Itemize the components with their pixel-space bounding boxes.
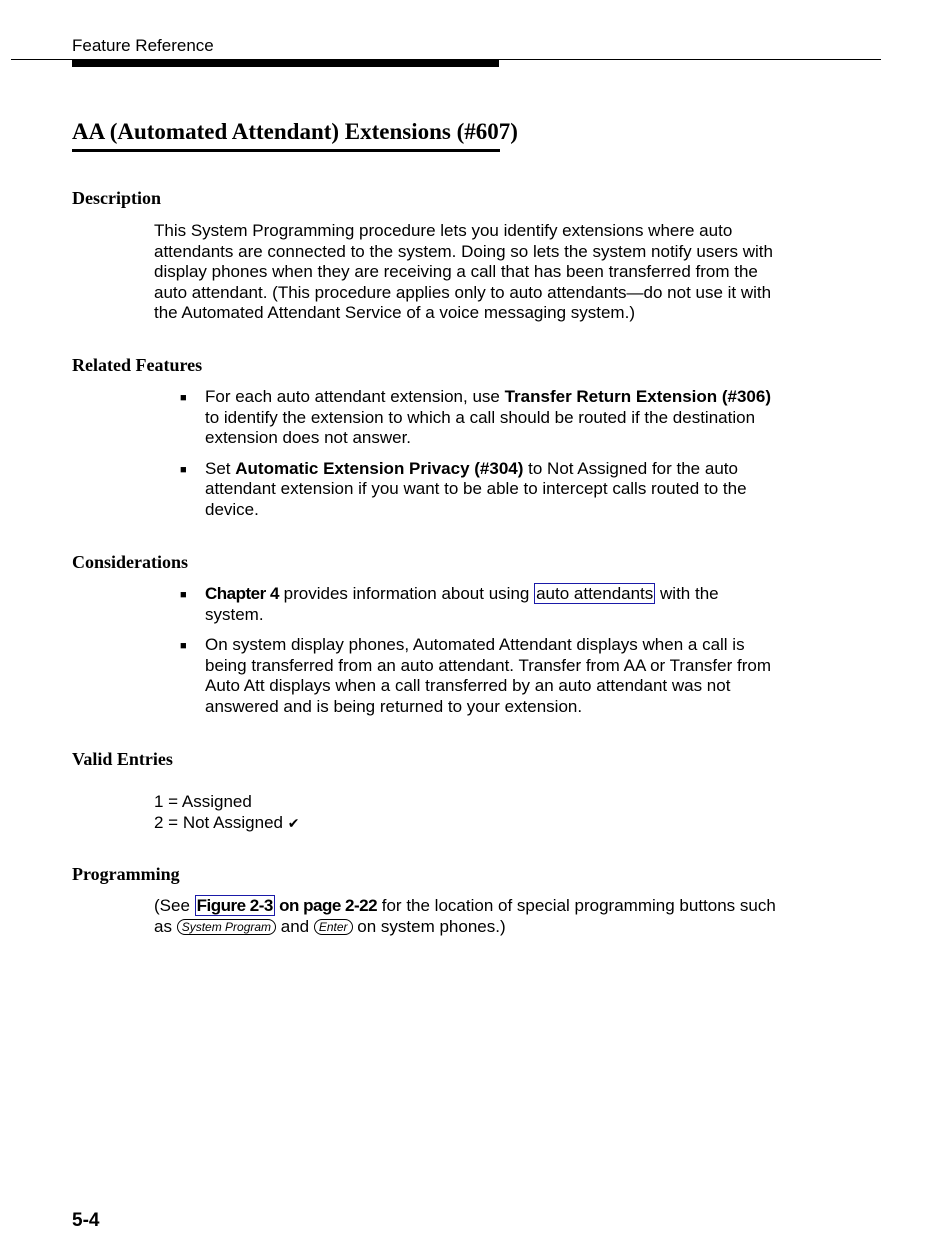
list-item: ■ Set Automatic Extension Privacy (#304) to Not Assigned for the auto attendant extension if you want to be able to intercept calls routed to the device. xyxy=(180,458,747,519)
figure-2-3-link[interactable]: Figure 2-3 xyxy=(196,896,273,915)
valid-entries-heading: Valid Entries xyxy=(72,749,173,769)
title-underline xyxy=(72,149,500,152)
list-item: ■ Chapter 4 provides information about using auto attendants with the system. xyxy=(180,584,719,624)
entry-not-assigned: 2 = Not Assigned ✔ xyxy=(154,812,300,832)
page-title: AA (Automated Attendant) Extensions (#607) xyxy=(72,119,518,144)
description-heading: Description xyxy=(72,188,161,208)
page-reference: on page 2-22 xyxy=(274,896,378,915)
considerations-heading: Considerations xyxy=(72,552,189,572)
list-item: ■ On system display phones, Automated Attendant displays when a call is being transferred from an auto attendant. Transfer from AA or Transfer from Auto Att displays when a call transferred by an auto attendant was not answered and is being returned to your extension. xyxy=(180,635,771,716)
bullet-square-icon: ■ xyxy=(180,589,187,601)
description-text: This System Programming procedure lets you identify extensions where auto attendants are connected to the system. Doing so lets the system notify users with display phones when they are receiving a call that has been transferred from the auto attendant. (This procedure applies only to auto attendants—do not use it with the Automated Attendant Service of a voice messaging system.) xyxy=(154,221,773,323)
system-program-key-icon: System Program xyxy=(177,919,276,935)
running-header: Feature Reference xyxy=(72,36,214,55)
enter-key-icon: Enter xyxy=(314,919,353,935)
feature-reference: Automatic Extension Privacy (#304) xyxy=(235,458,524,478)
bullet-square-icon: ■ xyxy=(180,640,187,653)
programming-text: (See Figure 2-3 on page 2-22 for the location of special programming buttons such as System Program and Enter on system phones.) xyxy=(154,896,776,936)
considerations-list xyxy=(180,584,780,728)
chapter-reference: Chapter 4 xyxy=(205,584,279,603)
auto-attendants-link[interactable]: auto attendants xyxy=(536,584,654,603)
bullet-square-icon: ■ xyxy=(180,392,187,404)
default-check-icon: ✔ xyxy=(287,814,300,831)
page-number: 5-4 xyxy=(72,1210,100,1231)
entry-assigned: 1 = Assigned xyxy=(154,792,252,811)
valid-entries-list xyxy=(154,792,784,833)
list-item: ■ For each auto attendant extension, use Transfer Return Extension (#306) to identify the extension to which a call should be routed if the destination extension does not answer. xyxy=(180,387,772,448)
related-features-heading: Related Features xyxy=(72,355,203,375)
feature-reference: Transfer Return Extension (#306) xyxy=(504,387,772,406)
related-features-list xyxy=(180,387,780,531)
header-thick-rule xyxy=(72,60,499,67)
bullet-square-icon: ■ xyxy=(180,463,187,476)
programming-heading: Programming xyxy=(72,864,180,884)
